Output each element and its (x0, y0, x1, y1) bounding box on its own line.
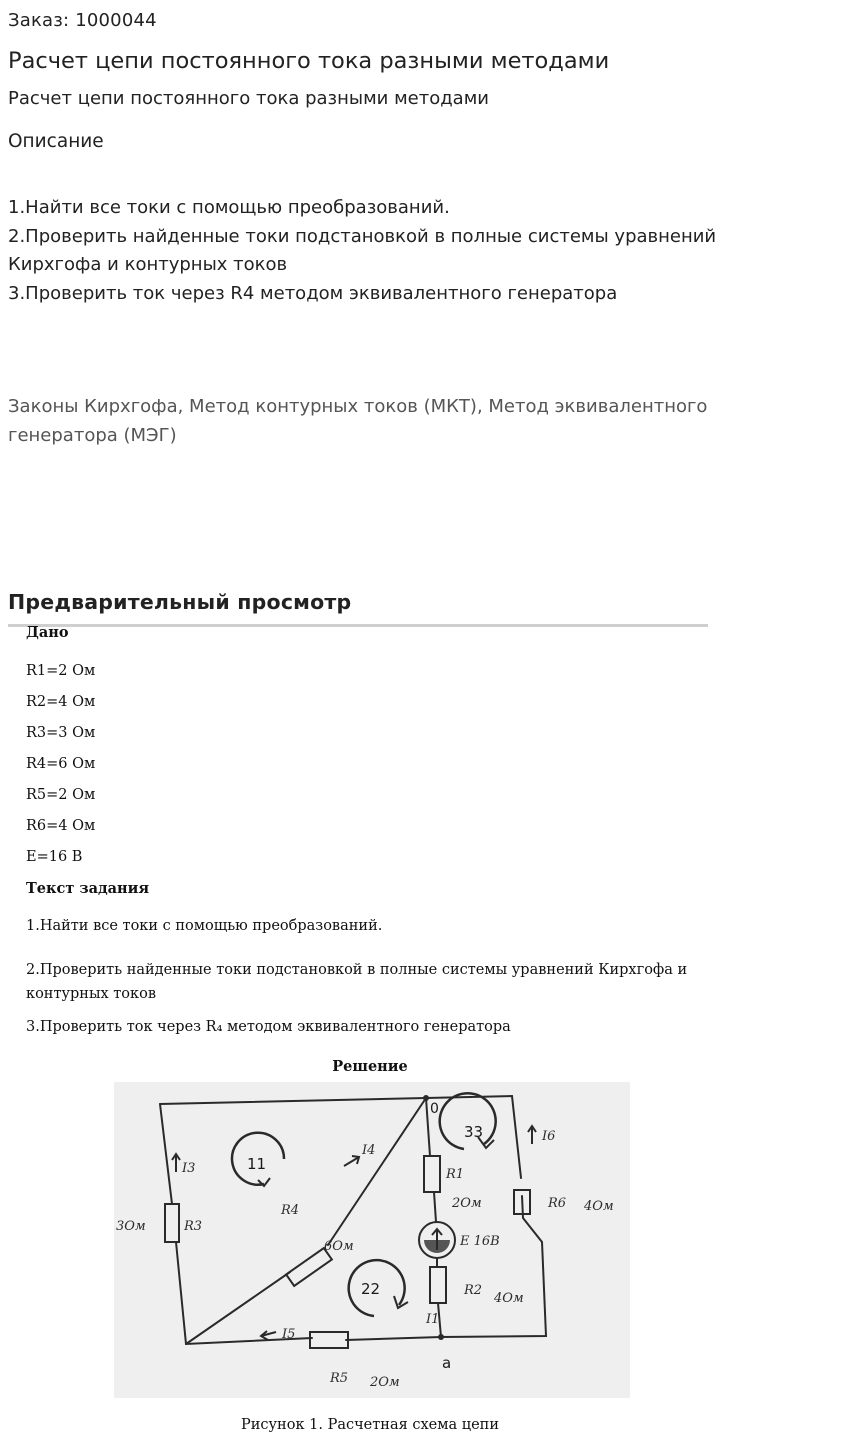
given-heading: Дано (26, 624, 69, 641)
i1-label: I1 (426, 1312, 440, 1327)
description-item: 2.Проверить найденные токи подстановкой в полные системы уравнений Кирхгофа и контурных токов (8, 225, 717, 275)
circuit-diagram (114, 1082, 630, 1398)
r4-label: R4 (281, 1203, 300, 1218)
page-subtitle: Расчет цепи постоянного тока разными методами (8, 88, 489, 109)
given-item: R5=2 Ом (26, 787, 96, 803)
r3-value: 3Ом (116, 1219, 146, 1234)
loop-11-label: 11 (247, 1155, 267, 1173)
given-item: R1=2 Ом (26, 663, 96, 679)
solution-heading: Решение (332, 1058, 408, 1075)
i6-label: I6 (542, 1129, 556, 1144)
loop-22-label: 22 (361, 1280, 381, 1298)
r5-value: 2Ом (370, 1375, 400, 1390)
i3-label: I3 (182, 1161, 196, 1176)
description-item: 3.Проверить ток через R4 методом эквивалентного генератора (8, 282, 618, 304)
task-item: 1.Найти все токи с помощью преобразований. (26, 918, 383, 934)
r2-value: 4Ом (494, 1291, 524, 1306)
r5-label: R5 (330, 1371, 349, 1386)
r6-value: 4Ом (584, 1199, 614, 1214)
given-item: R6=4 Ом (26, 818, 96, 834)
page-title: Расчет цепи постоянного тока разными методами (8, 48, 610, 74)
description-list (8, 194, 798, 308)
loop-33-label: 33 (464, 1123, 484, 1141)
node-0-label: 0 (430, 1101, 439, 1117)
r1-value: 2Ом (452, 1196, 482, 1211)
r1-label: R1 (446, 1167, 465, 1182)
i4-label: I4 (362, 1143, 376, 1158)
methods-tags: Законы Кирхгофа, Метод контурных токов (МКТ), Метод эквивалентного генератора (МЭГ) (8, 396, 708, 446)
r4-value: 6Ом (324, 1239, 354, 1254)
node-a-label: a (442, 1354, 452, 1372)
r3-label: R3 (184, 1219, 203, 1234)
given-item: R2=4 Ом (26, 694, 96, 710)
i5-label: I5 (282, 1327, 296, 1342)
given-item: E=16 В (26, 849, 83, 865)
given-item: R4=6 Ом (26, 756, 96, 772)
preview-divider (8, 624, 708, 627)
order-number: Заказ: 1000044 (8, 10, 157, 31)
description-item: 1.Найти все токи с помощью преобразований. (8, 197, 450, 218)
description-heading: Описание (8, 131, 104, 152)
r2-label: R2 (464, 1283, 483, 1298)
task-item: 2.Проверить найденные токи подстановкой в полные системы уравнений Кирхгофа и контурных токов (26, 962, 688, 1002)
emf-label: E 16В (460, 1234, 500, 1249)
r6-label: R6 (548, 1196, 567, 1211)
task-heading: Текст задания (26, 880, 150, 897)
given-list (26, 663, 95, 880)
preview-heading: Предварительный просмотр (8, 590, 352, 614)
task-item: 3.Проверить ток через R₄ методом эквивалентного генератора (26, 1019, 511, 1035)
figure-caption: Рисунок 1. Расчетная схема цепи (240, 1417, 499, 1433)
given-item: R3=3 Ом (26, 725, 96, 741)
